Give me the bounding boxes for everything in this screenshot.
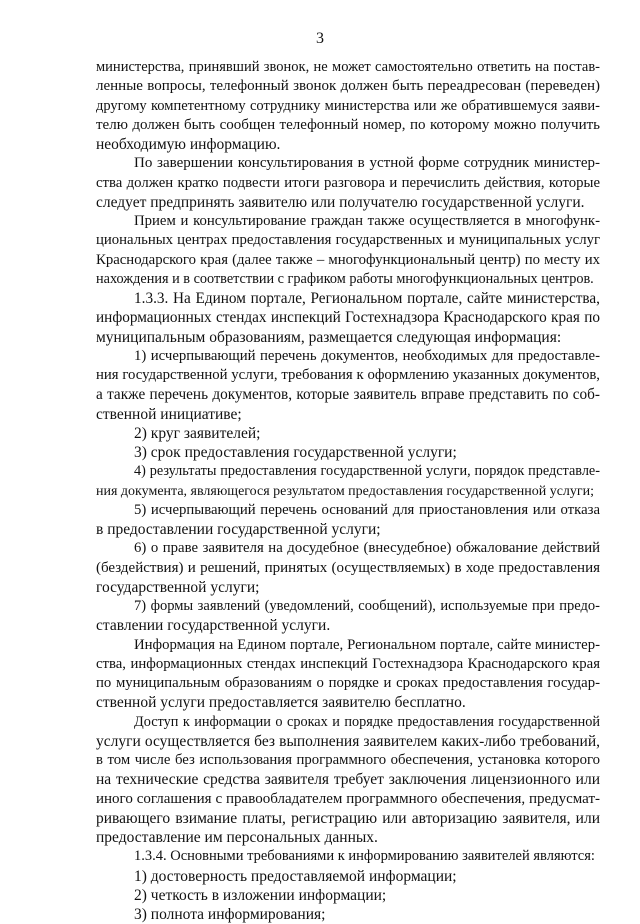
text-line: в том числе без использования программного обеспечения, установка которого (96, 752, 600, 768)
text-line: По завершении консультирования в устной форме сотрудник министер- (134, 155, 600, 172)
text-line: Краснодарского края (далее также – многофункциональный центр) по месту их (96, 251, 600, 268)
text-line: иного соглашения с правообладателем программного обеспечения, предусмат- (96, 790, 600, 807)
text-line: 1.3.4. Основными требованиями к информированию заявителей являются: (134, 848, 595, 865)
text-line: государственной услуги; (96, 578, 260, 596)
text-line: ставлении государственной услуги. (96, 617, 331, 635)
text-line: услуги осуществляется без выполнения заявителем каких-либо требований, (96, 732, 600, 750)
text-line: (бездействия) и решений, принятых (осуществляемых) в ходе предоставления (96, 559, 600, 576)
text-line: 1) достоверность предоставляемой информации; (134, 867, 457, 885)
text-line: 5) исчерпывающий перечень оснований для приостановления или отказа (134, 501, 600, 518)
text-line: 3) срок предоставления государственной услуги; (134, 444, 457, 461)
text-line: необходимую информацию. (96, 136, 281, 153)
text-line: 2) круг заявителей; (134, 424, 261, 442)
text-line: ства, информационных стендах инспекций Гостехнадзора Краснодарского края (96, 655, 600, 672)
text-line: следует предпринять заявителю или получателю государственной услуги. (96, 193, 585, 211)
text-line: по муниципальным образованиям о порядке и сроках предоставления государ- (96, 675, 600, 691)
text-line: нахождения и в соответствии с графиком работы многофункциональных центров. (96, 270, 594, 287)
text-line: 1.3.3. На Едином портале, Региональном портале, сайте министерства, (134, 290, 600, 307)
document-body (96, 58, 600, 924)
text-line: ленные вопросы, телефонный звонок должен быть переадресован (переведен) (96, 78, 600, 95)
text-line: 1) исчерпывающий перечень документов, необходимых для предоставле- (134, 347, 600, 364)
text-line: 2) четкость в изложении информации; (134, 886, 387, 904)
text-line: другому компетентному сотруднику министерства или же обратившемуся заяви- (96, 97, 600, 114)
text-line: ния документа, являющегося результатом предоставления государственной услуги; (96, 483, 595, 499)
text-line: министерства, принявший звонок, не может самостоятельно ответить на постав- (96, 59, 600, 75)
text-line: в предоставлении государственной услуги; (96, 521, 381, 538)
text-line: Доступ к информации о сроках и порядке предоставления государственной (134, 713, 600, 730)
text-line: 4) результаты предоставления государственной услуги, порядок представле- (134, 463, 600, 480)
text-line: 3) полнота информирования; (134, 906, 326, 923)
text-line: муниципальным образованиям, размещается следующая информация: (96, 328, 562, 346)
text-line: ривающего взимание платы, регистрацию или авторизацию заявителя, или (96, 809, 600, 827)
text-line: Информация на Едином портале, Региональном портале, сайте министер- (134, 636, 600, 653)
text-line: на технические средства заявителя требует заключения лицензионного или (96, 771, 600, 789)
text-line: ственной инициативе; (96, 405, 242, 423)
text-line: а также перечень документов, которые заявитель вправе представить по соб- (96, 386, 600, 404)
text-line: 7) формы заявлений (уведомлений, сообщений), используемые при предо- (134, 598, 600, 614)
text-line: Прием и консультирование граждан также осуществляется в многофунк- (134, 213, 600, 229)
text-line: ния государственной услуги, требования к оформлению указанных документов, (96, 367, 600, 383)
text-line: 6) о праве заявителя на досудебное (внесудебное) обжалование действий (134, 540, 600, 557)
text-line: информационных стендах инспекций Гостехнадзора Краснодарского края по (96, 309, 600, 327)
text-line: телю должен быть сообщен телефонный номер, по которому можно получить (96, 116, 600, 133)
page-number: 3 (316, 30, 324, 47)
text-line: циональных центрах предоставления государственных и муниципальных услуг (96, 232, 600, 249)
text-line: ства должен кратко подвести итоги разговора и перечислить действия, которые (96, 174, 600, 191)
text-line: предоставление им персональных данных. (96, 829, 378, 846)
text-line: ственной услуги предоставляется заявителю бесплатно. (96, 694, 466, 712)
